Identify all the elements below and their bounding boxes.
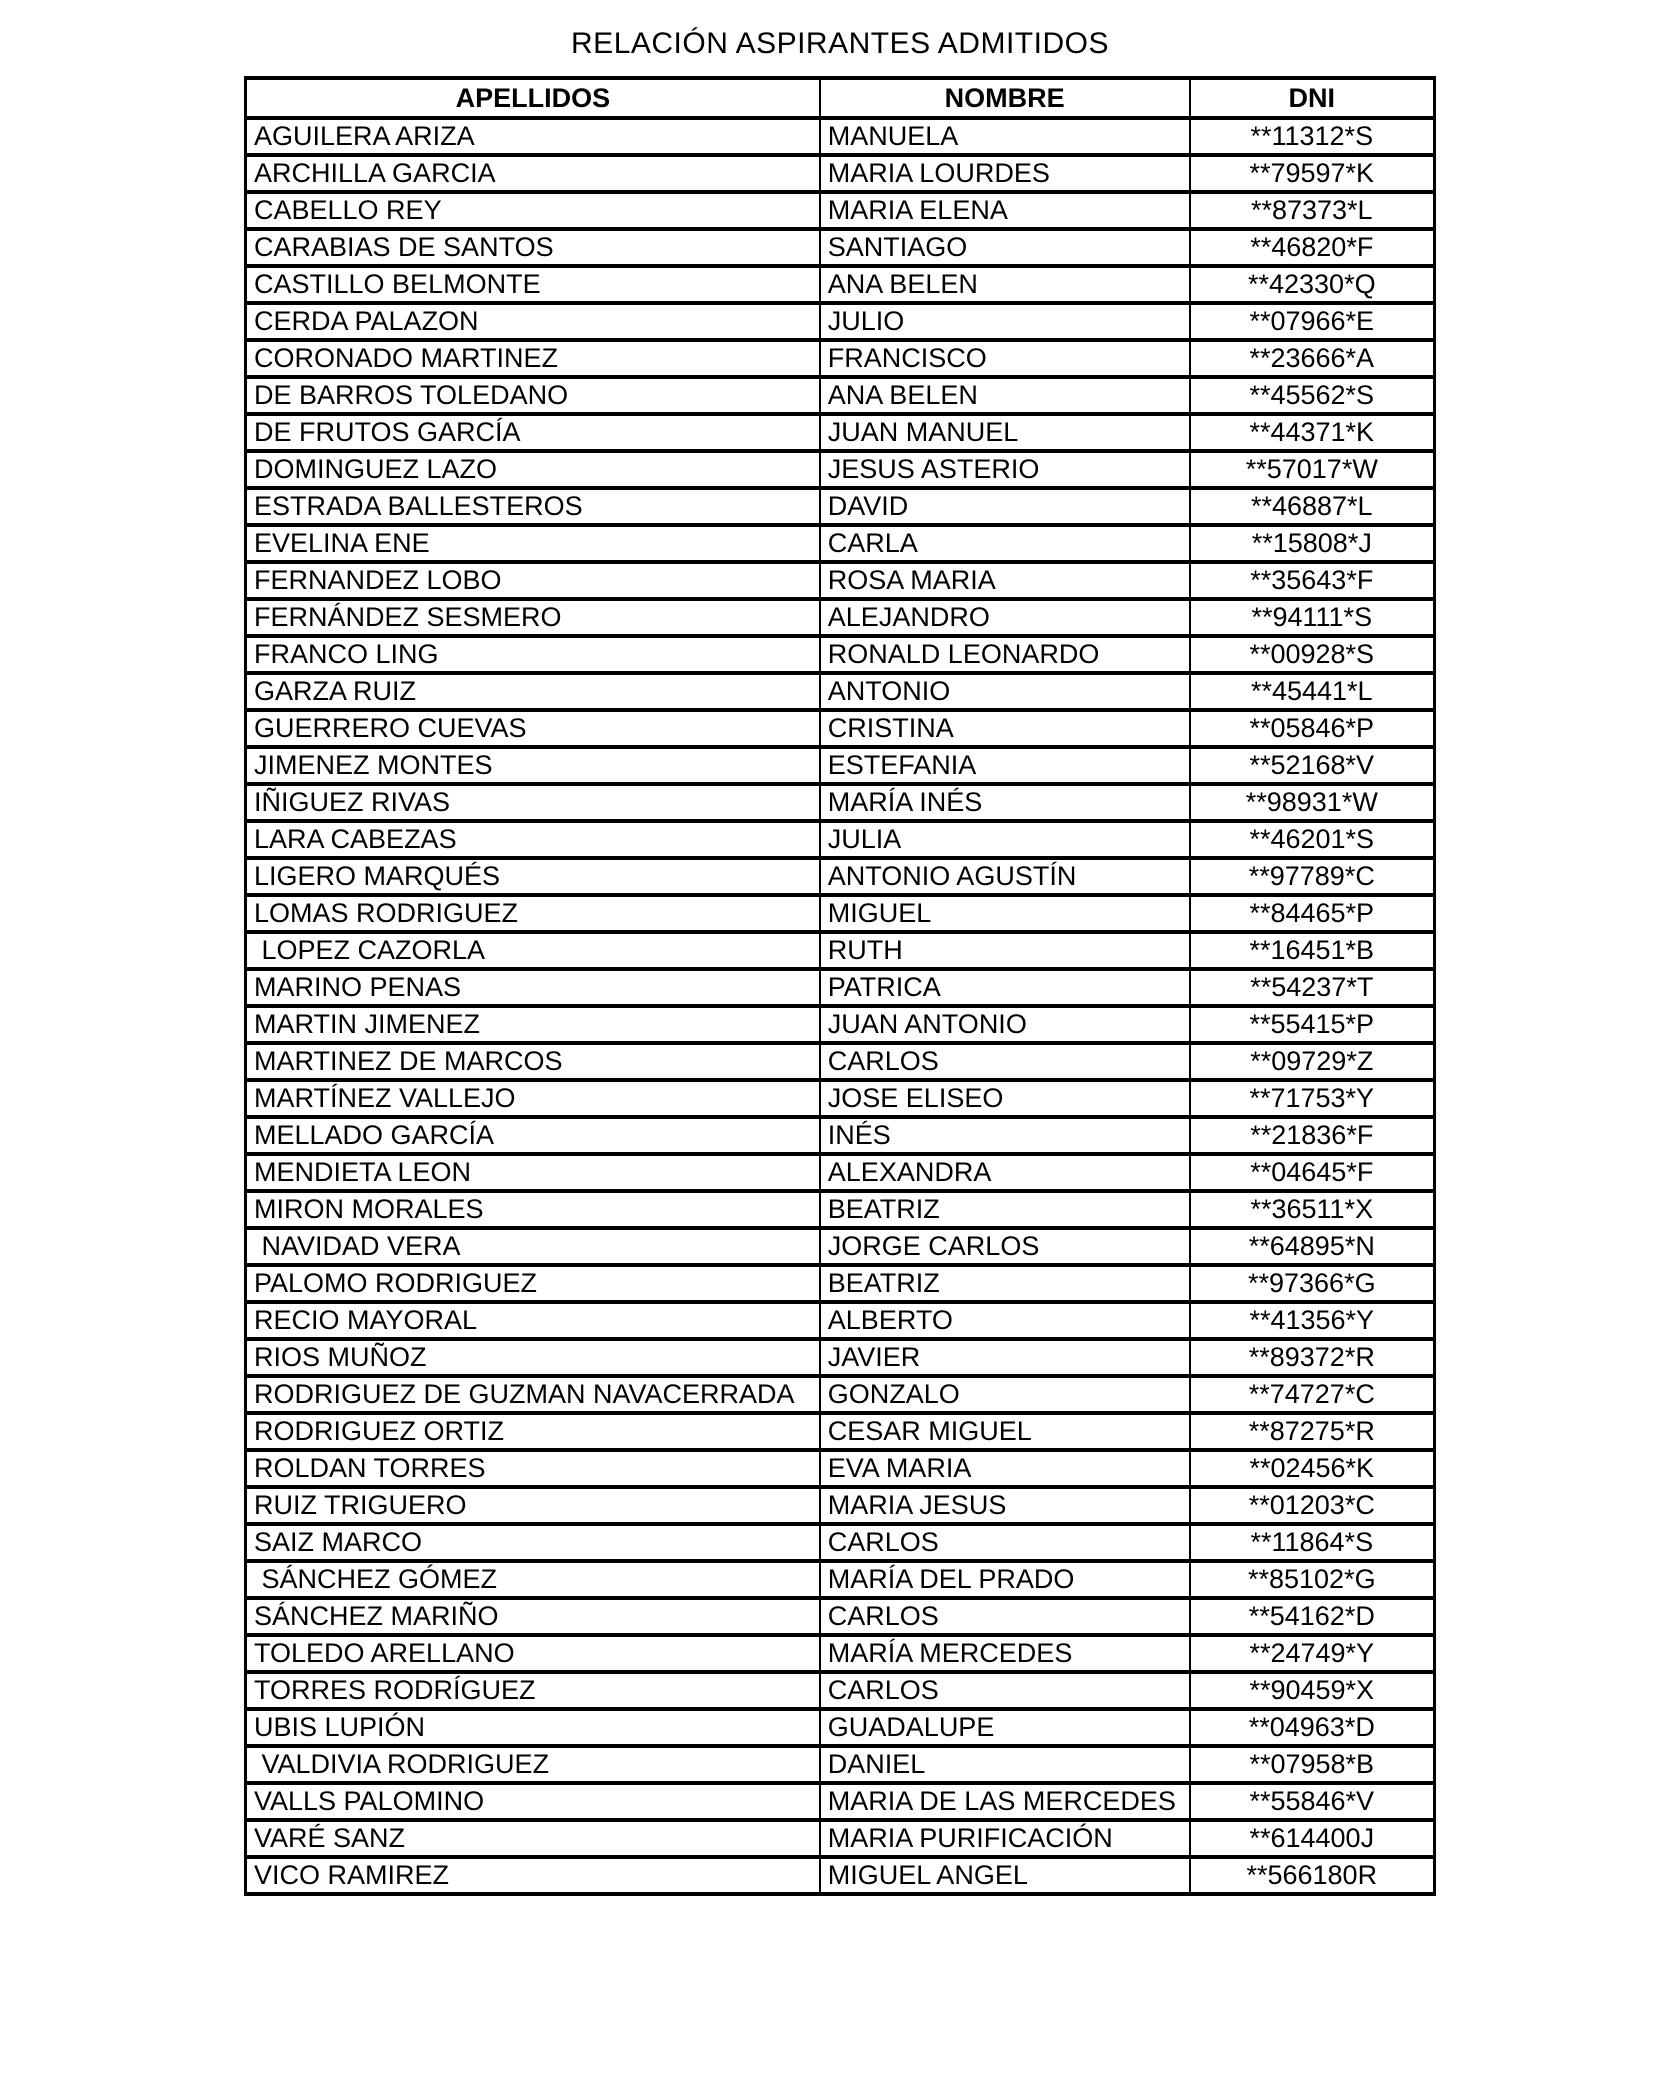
cell-nombre: JUAN ANTONIO [820, 1006, 1190, 1043]
cell-dni: **94111*S [1190, 599, 1435, 636]
table-row [246, 192, 1435, 229]
cell-apellidos: DE BARROS TOLEDANO [246, 377, 820, 414]
table-row [246, 1117, 1435, 1154]
cell-dni: **64895*N [1190, 1228, 1435, 1265]
cell-apellidos: GUERRERO CUEVAS [246, 710, 820, 747]
page-title: RELACIÓN ASPIRANTES ADMITIDOS [571, 27, 1109, 60]
cell-nombre: ALEJANDRO [820, 599, 1190, 636]
cell-apellidos: RODRIGUEZ DE GUZMAN NAVACERRADA [246, 1376, 820, 1413]
cell-nombre: MARIA JESUS [820, 1487, 1190, 1524]
cell-dni: **57017*W [1190, 451, 1435, 488]
cell-nombre: ANA BELEN [820, 377, 1190, 414]
table-row [246, 377, 1435, 414]
cell-dni: **46820*F [1190, 229, 1435, 266]
table-row [246, 1635, 1435, 1672]
cell-apellidos: MIRON MORALES [246, 1191, 820, 1228]
cell-apellidos: RECIO MAYORAL [246, 1302, 820, 1339]
cell-apellidos: FRANCO LING [246, 636, 820, 673]
cell-nombre: ANA BELEN [820, 266, 1190, 303]
column-header-apellidos: APELLIDOS [246, 78, 820, 118]
table-row [246, 1672, 1435, 1709]
cell-apellidos: VICO RAMIREZ [246, 1857, 820, 1894]
cell-apellidos: VARÉ SANZ [246, 1820, 820, 1857]
cell-apellidos: TOLEDO ARELLANO [246, 1635, 820, 1672]
cell-nombre: ALBERTO [820, 1302, 1190, 1339]
column-header-nombre: NOMBRE [820, 78, 1190, 118]
column-header-dni: DNI [1190, 78, 1435, 118]
table-row [246, 673, 1435, 710]
cell-dni: **15808*J [1190, 525, 1435, 562]
cell-apellidos: CARABIAS DE SANTOS [246, 229, 820, 266]
cell-dni: **87373*L [1190, 192, 1435, 229]
cell-dni: **54162*D [1190, 1598, 1435, 1635]
cell-apellidos: RIOS MUÑOZ [246, 1339, 820, 1376]
cell-dni: **97789*C [1190, 858, 1435, 895]
table-row [246, 488, 1435, 525]
cell-dni: **74727*C [1190, 1376, 1435, 1413]
cell-apellidos: CABELLO REY [246, 192, 820, 229]
cell-nombre: INÉS [820, 1117, 1190, 1154]
cell-dni: **04645*F [1190, 1154, 1435, 1191]
cell-dni: **87275*R [1190, 1413, 1435, 1450]
table-row [246, 118, 1435, 155]
table-row [246, 1228, 1435, 1265]
cell-nombre: ALEXANDRA [820, 1154, 1190, 1191]
cell-nombre: PATRICA [820, 969, 1190, 1006]
cell-apellidos: DOMINGUEZ LAZO [246, 451, 820, 488]
cell-apellidos: LOPEZ CAZORLA [246, 932, 820, 969]
cell-dni: **23666*A [1190, 340, 1435, 377]
cell-dni: **98931*W [1190, 784, 1435, 821]
table-row [246, 1006, 1435, 1043]
cell-nombre: MARIA DE LAS MERCEDES [820, 1783, 1190, 1820]
cell-nombre: ESTEFANIA [820, 747, 1190, 784]
table-row [246, 1746, 1435, 1783]
cell-apellidos: MARTÍNEZ VALLEJO [246, 1080, 820, 1117]
table-row [246, 1376, 1435, 1413]
table-row [246, 525, 1435, 562]
cell-nombre: MIGUEL [820, 895, 1190, 932]
table-row [246, 303, 1435, 340]
cell-nombre: SANTIAGO [820, 229, 1190, 266]
cell-nombre: JESUS ASTERIO [820, 451, 1190, 488]
cell-dni: **44371*K [1190, 414, 1435, 451]
cell-apellidos: GARZA RUIZ [246, 673, 820, 710]
cell-apellidos: MENDIETA LEON [246, 1154, 820, 1191]
cell-dni: **614400J [1190, 1820, 1435, 1857]
cell-nombre: JUAN MANUEL [820, 414, 1190, 451]
cell-apellidos: JIMENEZ MONTES [246, 747, 820, 784]
cell-apellidos: FERNANDEZ LOBO [246, 562, 820, 599]
cell-dni: **46201*S [1190, 821, 1435, 858]
table-row [246, 1820, 1435, 1857]
table-row [246, 266, 1435, 303]
cell-nombre: GUADALUPE [820, 1709, 1190, 1746]
cell-dni: **55846*V [1190, 1783, 1435, 1820]
table-row [246, 636, 1435, 673]
table-row [246, 599, 1435, 636]
cell-nombre: CARLOS [820, 1043, 1190, 1080]
cell-apellidos: DE FRUTOS GARCÍA [246, 414, 820, 451]
cell-nombre: CARLA [820, 525, 1190, 562]
cell-dni: **07966*E [1190, 303, 1435, 340]
cell-apellidos: CASTILLO BELMONTE [246, 266, 820, 303]
cell-nombre: FRANCISCO [820, 340, 1190, 377]
table-row [246, 1413, 1435, 1450]
cell-apellidos: SÁNCHEZ MARIÑO [246, 1598, 820, 1635]
cell-nombre: JORGE CARLOS [820, 1228, 1190, 1265]
table-row [246, 1524, 1435, 1561]
cell-apellidos: VALDIVIA RODRIGUEZ [246, 1746, 820, 1783]
cell-dni: **07958*B [1190, 1746, 1435, 1783]
cell-nombre: BEATRIZ [820, 1265, 1190, 1302]
cell-apellidos: CERDA PALAZON [246, 303, 820, 340]
cell-dni: **05846*P [1190, 710, 1435, 747]
cell-nombre: RONALD LEONARDO [820, 636, 1190, 673]
table-row [246, 340, 1435, 377]
table-row [246, 1783, 1435, 1820]
cell-dni: **36511*X [1190, 1191, 1435, 1228]
cell-dni: **16451*B [1190, 932, 1435, 969]
cell-nombre: CARLOS [820, 1672, 1190, 1709]
cell-dni: **55415*P [1190, 1006, 1435, 1043]
table-row [246, 1043, 1435, 1080]
table-row [246, 229, 1435, 266]
cell-apellidos: CORONADO MARTINEZ [246, 340, 820, 377]
cell-nombre: CARLOS [820, 1598, 1190, 1635]
table-row [246, 821, 1435, 858]
cell-nombre: JULIA [820, 821, 1190, 858]
cell-dni: **71753*Y [1190, 1080, 1435, 1117]
admitted-applicants-table [244, 76, 1436, 1896]
table-row [246, 710, 1435, 747]
table-row [246, 1598, 1435, 1635]
cell-dni: **09729*Z [1190, 1043, 1435, 1080]
cell-nombre: ROSA MARIA [820, 562, 1190, 599]
table-row [246, 1487, 1435, 1524]
cell-nombre: RUTH [820, 932, 1190, 969]
cell-apellidos: NAVIDAD VERA [246, 1228, 820, 1265]
cell-nombre: EVA MARIA [820, 1450, 1190, 1487]
cell-dni: **79597*K [1190, 155, 1435, 192]
cell-nombre: MARIA LOURDES [820, 155, 1190, 192]
cell-apellidos: MELLADO GARCÍA [246, 1117, 820, 1154]
header-row [246, 78, 1435, 118]
cell-apellidos: ROLDAN TORRES [246, 1450, 820, 1487]
cell-nombre: ANTONIO AGUSTÍN [820, 858, 1190, 895]
cell-dni: **02456*K [1190, 1450, 1435, 1487]
cell-nombre: MARÍA MERCEDES [820, 1635, 1190, 1672]
cell-apellidos: VALLS PALOMINO [246, 1783, 820, 1820]
cell-nombre: MIGUEL ANGEL [820, 1857, 1190, 1894]
cell-nombre: GONZALO [820, 1376, 1190, 1413]
table-row [246, 1265, 1435, 1302]
cell-dni: **52168*V [1190, 747, 1435, 784]
table-row [246, 1450, 1435, 1487]
cell-nombre: MARIA PURIFICACIÓN [820, 1820, 1190, 1857]
table-row [246, 1302, 1435, 1339]
cell-dni: **566180R [1190, 1857, 1435, 1894]
cell-dni: **35643*F [1190, 562, 1435, 599]
cell-apellidos: RUIZ TRIGUERO [246, 1487, 820, 1524]
table-body [246, 118, 1435, 1894]
cell-nombre: MANUELA [820, 118, 1190, 155]
cell-apellidos: LARA CABEZAS [246, 821, 820, 858]
cell-nombre: MARÍA DEL PRADO [820, 1561, 1190, 1598]
table-row [246, 747, 1435, 784]
cell-dni: **85102*G [1190, 1561, 1435, 1598]
cell-apellidos: PALOMO RODRIGUEZ [246, 1265, 820, 1302]
table-row [246, 451, 1435, 488]
cell-nombre: CRISTINA [820, 710, 1190, 747]
table-row [246, 414, 1435, 451]
cell-nombre: MARÍA INÉS [820, 784, 1190, 821]
cell-dni: **42330*Q [1190, 266, 1435, 303]
cell-apellidos: MARTINEZ DE MARCOS [246, 1043, 820, 1080]
cell-apellidos: EVELINA ENE [246, 525, 820, 562]
cell-dni: **46887*L [1190, 488, 1435, 525]
cell-nombre: JULIO [820, 303, 1190, 340]
cell-dni: **84465*P [1190, 895, 1435, 932]
cell-dni: **89372*R [1190, 1339, 1435, 1376]
cell-apellidos: IÑIGUEZ RIVAS [246, 784, 820, 821]
cell-nombre: MARIA ELENA [820, 192, 1190, 229]
table-row [246, 858, 1435, 895]
cell-dni: **00928*S [1190, 636, 1435, 673]
cell-apellidos: UBIS LUPIÓN [246, 1709, 820, 1746]
cell-dni: **41356*Y [1190, 1302, 1435, 1339]
cell-nombre: JOSE ELISEO [820, 1080, 1190, 1117]
cell-dni: **11312*S [1190, 118, 1435, 155]
table-row [246, 1857, 1435, 1894]
table-row [246, 784, 1435, 821]
table-row [246, 1561, 1435, 1598]
table-row [246, 1709, 1435, 1746]
cell-nombre: ANTONIO [820, 673, 1190, 710]
table-row [246, 932, 1435, 969]
cell-dni: **24749*Y [1190, 1635, 1435, 1672]
cell-apellidos: RODRIGUEZ ORTIZ [246, 1413, 820, 1450]
table-row [246, 969, 1435, 1006]
cell-apellidos: MARTIN JIMENEZ [246, 1006, 820, 1043]
cell-apellidos: AGUILERA ARIZA [246, 118, 820, 155]
table-row [246, 1191, 1435, 1228]
cell-apellidos: ESTRADA BALLESTEROS [246, 488, 820, 525]
cell-dni: **04963*D [1190, 1709, 1435, 1746]
cell-dni: **97366*G [1190, 1265, 1435, 1302]
cell-apellidos: MARINO PENAS [246, 969, 820, 1006]
cell-apellidos: FERNÁNDEZ SESMERO [246, 599, 820, 636]
cell-nombre: DAVID [820, 488, 1190, 525]
cell-nombre: CARLOS [820, 1524, 1190, 1561]
cell-nombre: DANIEL [820, 1746, 1190, 1783]
cell-dni: **01203*C [1190, 1487, 1435, 1524]
table-row [246, 895, 1435, 932]
cell-dni: **90459*X [1190, 1672, 1435, 1709]
cell-apellidos: SÁNCHEZ GÓMEZ [246, 1561, 820, 1598]
cell-apellidos: ARCHILLA GARCIA [246, 155, 820, 192]
cell-apellidos: SAIZ MARCO [246, 1524, 820, 1561]
cell-nombre: JAVIER [820, 1339, 1190, 1376]
cell-dni: **45562*S [1190, 377, 1435, 414]
cell-dni: **45441*L [1190, 673, 1435, 710]
table-row [246, 1080, 1435, 1117]
cell-dni: **54237*T [1190, 969, 1435, 1006]
cell-dni: **11864*S [1190, 1524, 1435, 1561]
cell-apellidos: LIGERO MARQUÉS [246, 858, 820, 895]
cell-apellidos: TORRES RODRÍGUEZ [246, 1672, 820, 1709]
table-row [246, 155, 1435, 192]
cell-apellidos: LOMAS RODRIGUEZ [246, 895, 820, 932]
table-row [246, 1154, 1435, 1191]
cell-nombre: CESAR MIGUEL [820, 1413, 1190, 1450]
table-row [246, 562, 1435, 599]
table-row [246, 1339, 1435, 1376]
cell-nombre: BEATRIZ [820, 1191, 1190, 1228]
cell-dni: **21836*F [1190, 1117, 1435, 1154]
